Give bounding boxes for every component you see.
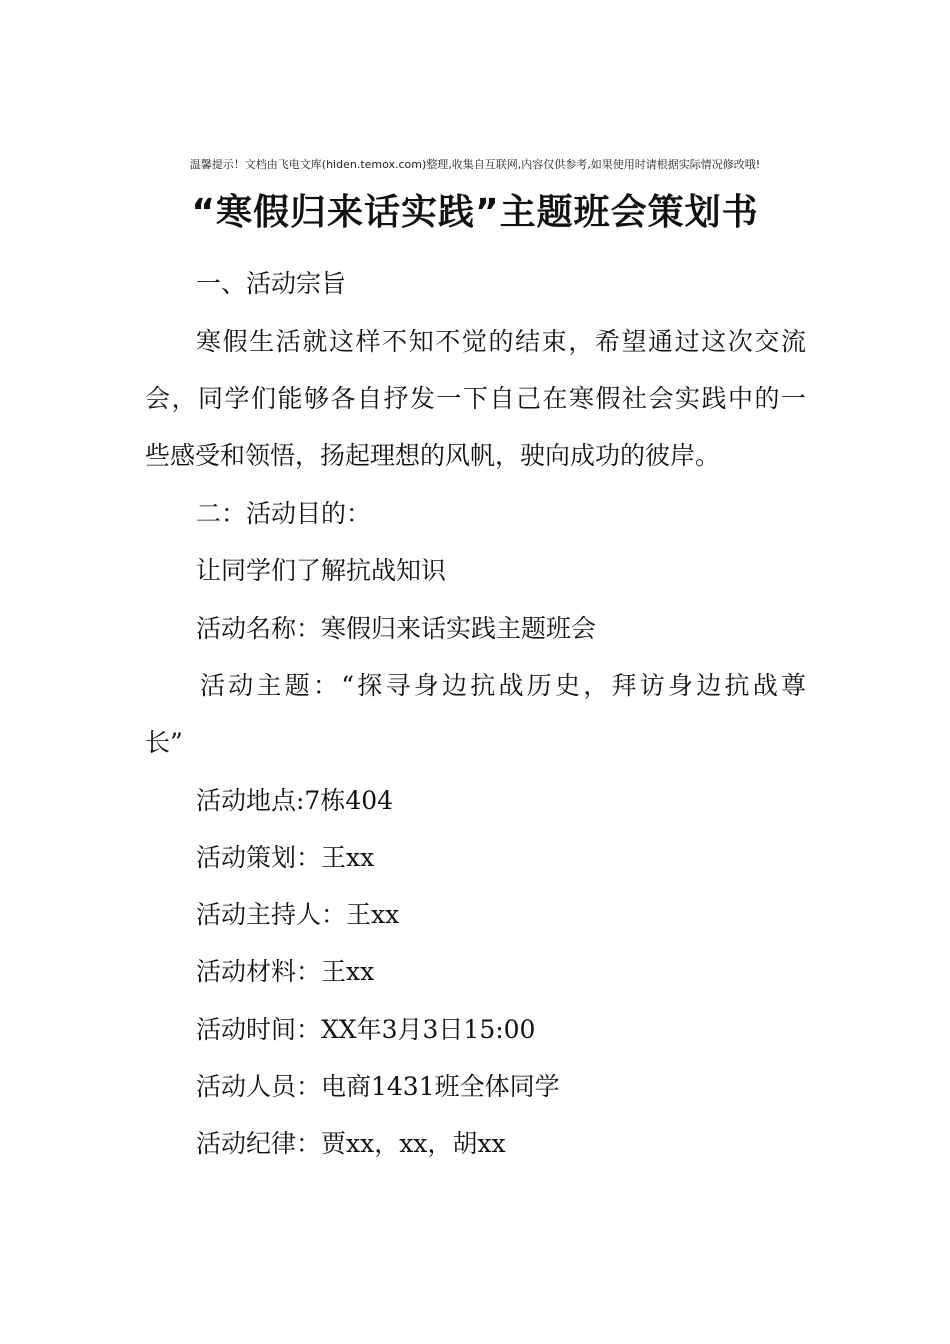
document-title: “寒假归来话实践”主题班会策划书 [191,192,759,233]
section1-paragraph-line2: 会，同学们能够各自抒发一下自己在寒假社会实践中的一 [145,384,806,413]
activity-participants: 活动人员：电商1431班全体同学 [196,1072,560,1101]
activity-location: 活动地点:7栋404 [196,786,394,815]
activity-theme-line2: 长” [145,728,183,757]
section2-heading: 二：活动目的： [196,499,372,528]
activity-materials: 活动材料：王xx [196,957,375,986]
section1-paragraph-line3: 些感受和领悟，扬起理想的风帆，驶向成功的彼岸。 [145,441,721,470]
section1-paragraph-line1: 寒假生活就这样不知不觉的结束，希望通过这次交流 [196,327,806,356]
section1-heading: 一、活动宗旨 [196,269,347,298]
activity-planner: 活动策划：王xx [196,843,375,872]
activity-discipline: 活动纪律：贾xx，xx，胡xx [196,1129,506,1158]
activity-theme-line1: 活动主题：“探寻身边抗战历史，拜访身边抗战尊 [200,671,806,700]
header-notice: 温馨提示！文档由飞电文库(hiden.temox.com)整理,收集自互联网,内容仅供参考,如果使用时请根据实际情况修改哦! [189,158,761,171]
purpose-text: 让同学们了解抗战知识 [196,556,447,585]
activity-time: 活动时间：XX年3月3日15:00 [196,1015,536,1044]
activity-name: 活动名称：寒假归来话实践主题班会 [196,614,597,643]
activity-host: 活动主持人：王xx [196,900,400,929]
